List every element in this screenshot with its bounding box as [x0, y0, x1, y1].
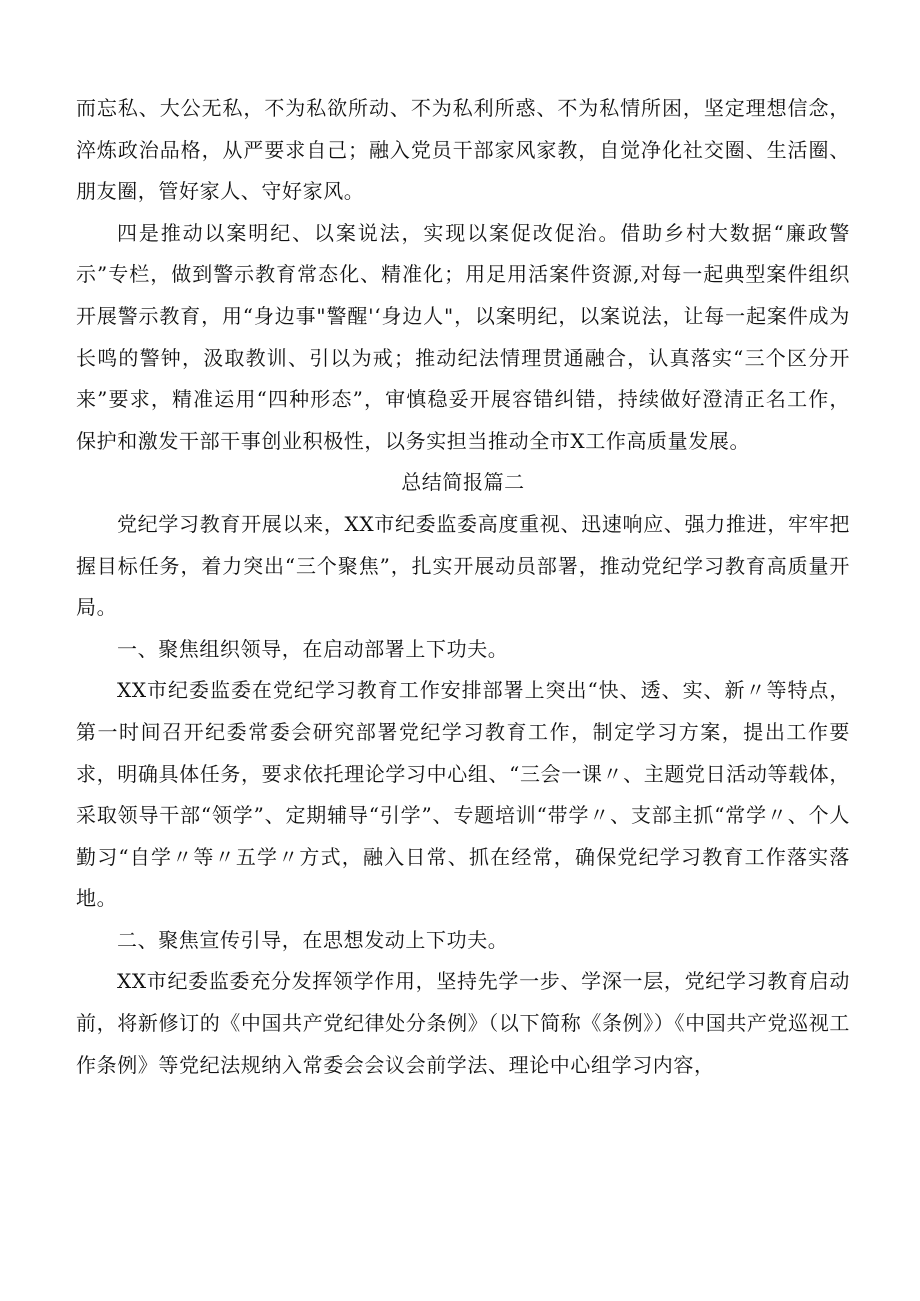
paragraph-two-body: XX市纪委监委充分发挥领学作用，坚持先学一步、学深一层，党纪学习教育启动前，将新修订的《中国共产党纪律处分条例》（以下简称《条例》）《中国共产党巡视工作条例》等党纪法规纳入常委会会议会前学法、理论中心组学习内容，: [76, 969, 850, 1077]
subheading-two: 二、聚焦宣传引导，在思想发动上下功夫。: [117, 927, 509, 952]
paragraph-one-body: XX市纪委监委在党纪学习教育工作安排部署上突出“快、透、实、新〃等特点，第一时间召开纪委常委会研究部署党纪学习教育工作，制定学习方案，提出工作要求，明确具体任务，要求依托理论学习中心组、“三会一课〃、主题党日活动等载体，采取领导干部“领学”、定期辅导“引学”、专题培训“带学〃、支部主抓“常学〃、个人勤习“自学〃等〃五学〃方式，融入日常、抓在经常，确保党纪学习教育工作落实落地。: [76, 678, 850, 911]
document-body: [76, 88, 850, 1086]
paragraph-continued: 而忘私、大公无私，不为私欲所动、不为私利所惑、不为私情所困，坚定理想信念，淬炼政治品格，从严要求自己；融入党员干部家风家教，自觉净化社交圈、生活圈、朋友圈，管好家人、守好家风。: [76, 96, 850, 204]
subheading-one: 一、聚焦组织领导，在启动部署上下功夫。: [117, 636, 509, 661]
section-intro-paragraph: 党纪学习教育开展以来，XX市纪委监委高度重视、迅速响应、强力推进，牢牢把握目标任务，着力突出“三个聚焦”，扎实开展动员部署，推动党纪学习教育高质量开局。: [76, 511, 850, 620]
paragraph-point-four: 四是推动以案明纪、以案说法，实现以案促改促治。借助乡村大数据“廉政警示”专栏，做到警示教育常态化、精准化；用足用活案件资源,对每一起典型案件组织开展警示教育，用“身边事"警醒'‘身边人"，以案明纪，以案说法，让每一起案件成为长鸣的警钟，汲取教训、引以为戒；推动纪法情理贯通融合，认真落实“三个区分开来”要求，精准运用“四种形态”，审慎稳妥开展容错纠错，持续做好澄清正名工作，保护和激发干部干事创业积极性，以务实担当推动全市X工作高质量发展。: [76, 220, 850, 453]
section-title: 总结简报篇二: [401, 470, 525, 495]
